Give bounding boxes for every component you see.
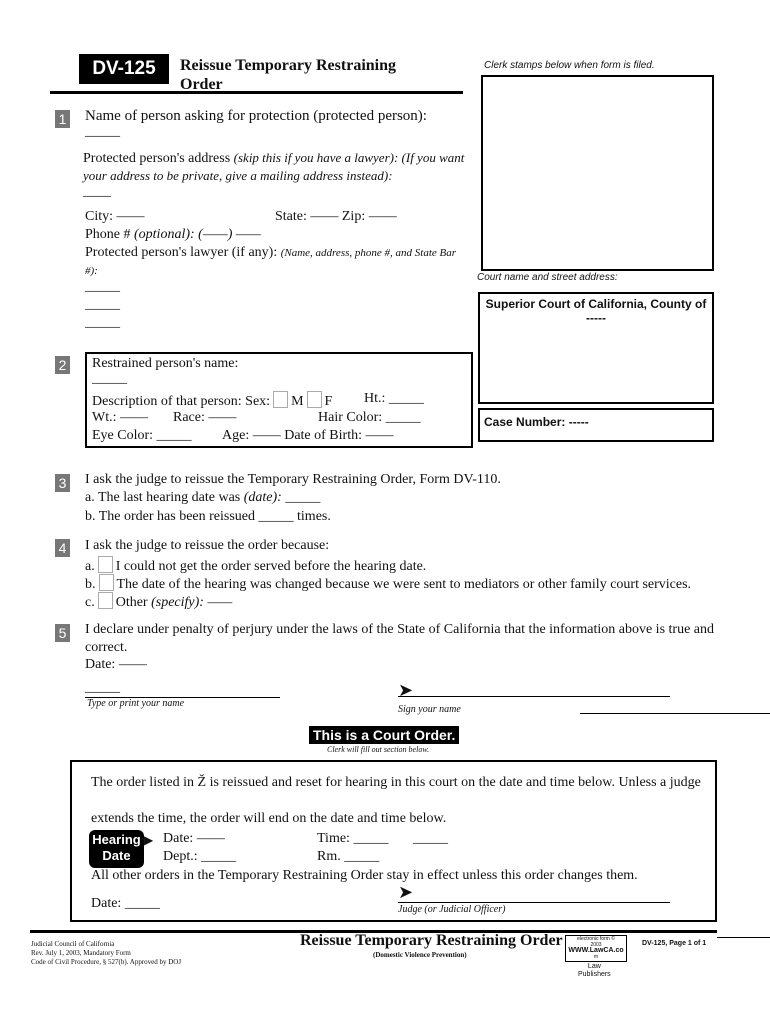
s1-state-zip[interactable]: State: —— Zip: —— [275,209,397,224]
s1-lawyer-line-2[interactable]: _____ [85,297,120,312]
s3-text: I ask the judge to reissue the Temporary Restraining Order, Form DV-110. [85,472,501,487]
s5-text: I declare under penalty of perjury under the laws of the State of California that the information above is true and [85,622,715,637]
s1-lawyer-label: Protected person's lawyer (if any): (Name, address, phone #, and State Bar [85,245,457,260]
title-line-1: Reissue Temporary Restraining [180,57,396,74]
s4-b[interactable]: b. The date of the hearing was changed because we were sent to mediators or other family court services. [85,574,691,593]
court-box[interactable] [478,292,714,404]
s1-lawyer-line-1[interactable]: _____ [85,279,120,294]
s5-text2: correct. [85,640,128,655]
s3-a[interactable]: a. The last hearing date was (date): _____ [85,490,321,505]
s2-eye[interactable]: Eye Color: _____ [92,428,192,443]
form-title [180,56,396,94]
s4-b-checkbox[interactable] [99,574,114,591]
s2-race[interactable]: Race: —— [173,410,237,425]
type-name-label: Type or print your name [87,698,185,709]
sign-label: Sign your name [398,704,461,715]
s1-address-value[interactable]: ____ [83,184,111,199]
footer-subtitle: (Domestic Violence Prevention) [373,951,467,959]
s1-phone[interactable]: Phone # (optional): (——) —— [85,227,261,242]
hearing-arrow-icon: ▶ [144,833,154,847]
judge-sign-arrow-icon: ➤ [398,882,414,902]
s2-height[interactable]: Ht.: _____ [364,391,424,406]
publisher-name: Law Publishers [578,963,611,978]
court-label: Court name and street address: [477,272,618,283]
s2-age-dob[interactable]: Age: —— Date of Birth: —— [222,428,394,443]
order-date[interactable]: Date: _____ [91,896,160,911]
signature-line[interactable] [398,696,670,697]
section-5-number: 5 [55,624,70,642]
order-text2: extends the time, the order will end on the date and time below. [91,811,447,826]
s4-a[interactable]: a. I could not get the order served before the hearing date. [85,556,426,575]
header-rule [50,91,463,94]
court-name: Superior Court of California, County of [485,297,707,311]
judge-signature-line[interactable] [398,902,670,903]
court-name-blank: ----- [586,311,606,325]
hearing-room[interactable]: Rm. _____ [317,849,380,864]
section-2-number: 2 [55,356,70,374]
s2-name-label: Restrained person's name: [92,356,239,371]
hearing-date[interactable]: Date: —— [163,831,225,846]
clerk-fill-note: Clerk will fill out section below. [327,745,430,754]
s1-name-value[interactable]: _____ [85,124,120,139]
case-label: Case Number: [484,415,566,429]
s4-c-checkbox[interactable] [98,592,113,609]
footer-left: Judicial Council of California Rev. July 1, 2003, Mandatory Form Code of Civil Procedure, § 527(b). Approved by DOJ [31,940,182,966]
s1-lawyer-line-3[interactable]: _____ [85,315,120,330]
order-text: The order listed in Ž is reissued and reset for hearing in this court on the date and time below. Unless a judge [91,775,701,790]
s1-city[interactable]: City: —— [85,209,145,224]
title-line-2: Order [180,76,223,93]
case-value: ----- [568,415,589,429]
s5-name-value[interactable]: _____ [85,680,120,695]
other-orders-text: All other orders in the Temporary Restraining Order stay in effect unless this order changes them. [91,868,638,883]
case-number-box[interactable] [478,408,714,442]
page-number: DV-125, Page 1 of 1 [642,940,707,947]
extra-line [580,713,770,714]
s4-a-checkbox[interactable] [98,556,113,573]
s4-c[interactable]: c. Other (specify): —— [85,592,232,611]
s1-lawyer-note: #): [85,265,98,277]
s3-b[interactable]: b. The order has been reissued _____ times. [85,509,331,524]
section-4-number: 4 [55,539,70,557]
s4-text: I ask the judge to reissue the order because: [85,538,330,553]
clerk-note: Clerk stamps below when form is filed. [484,60,655,71]
section-3-number: 3 [55,474,70,492]
sex-f-checkbox[interactable] [307,391,322,408]
form-id-badge: DV-125 [79,54,169,84]
hearing-time-2[interactable]: _____ [413,831,448,846]
sex-m-checkbox[interactable] [273,391,288,408]
hearing-dept[interactable]: Dept.: _____ [163,849,237,864]
judge-label: Judge (or Judicial Officer) [398,904,506,915]
s1-name-label: Name of person asking for protection (protected person): [85,108,427,124]
footer-side-line [717,937,770,938]
s1-address-label: Protected person's address (skip this if you have a lawyer): (If you want [83,150,465,166]
footer-title: Reissue Temporary Restraining Order [300,932,563,949]
s2-name-value[interactable]: _____ [92,371,127,386]
clerk-stamp-box[interactable] [481,75,714,271]
s2-desc: Description of that person: Sex: M F [92,391,332,410]
s2-weight[interactable]: Wt.: —— [92,410,148,425]
s5-date[interactable]: Date: —— [85,657,147,672]
s1-address-note: your address to be private, give a mailing address instead): [83,168,393,183]
hearing-time[interactable]: Time: _____ [317,831,389,846]
section-1-number: 1 [55,110,70,128]
hearing-date-badge: Hearing Date [89,830,144,868]
court-order-banner: This is a Court Order. [309,726,459,744]
s2-hair[interactable]: Hair Color: _____ [318,410,421,425]
publisher-stamp: electronic form © 2003 WWW.LawCA.co m [565,935,627,962]
sign-arrow-icon: ➤ [398,680,414,700]
